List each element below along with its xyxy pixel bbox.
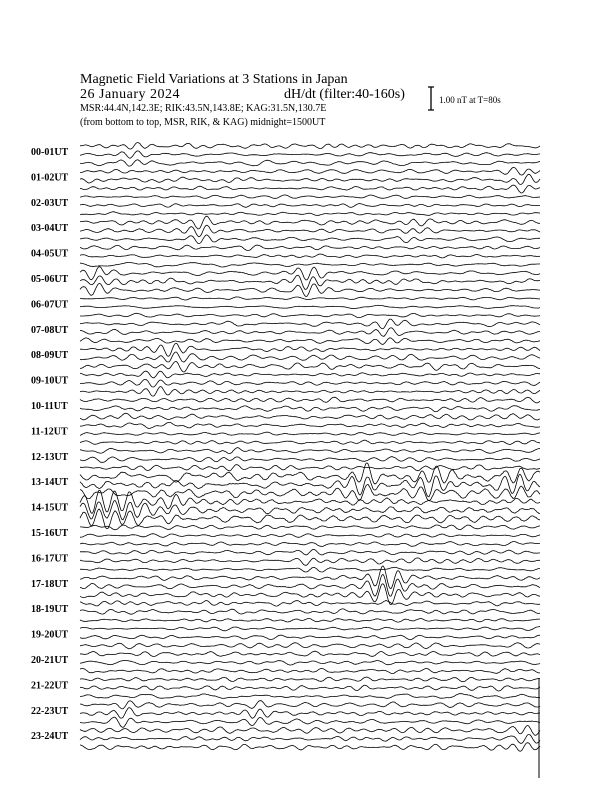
trace-msr xyxy=(80,463,540,484)
trace-msr xyxy=(80,549,540,555)
trace-msr xyxy=(80,167,540,175)
trace-kag xyxy=(80,212,540,216)
trace-msr xyxy=(80,601,540,607)
trace-kag xyxy=(80,619,540,623)
chart-title: Magnetic Field Variations at 3 Stations in Japan xyxy=(80,72,348,87)
trace-msr xyxy=(80,267,540,280)
hour-label: 08-09UT xyxy=(31,350,69,362)
hour-label: 15-16UT xyxy=(31,528,69,539)
hour-label: 04-05UT xyxy=(31,248,69,260)
scale-bar-label: 1.00 nT at T=80s xyxy=(439,95,501,105)
trace-kag xyxy=(80,717,540,727)
hour-label: 03-04UT xyxy=(31,223,69,235)
trace-msr xyxy=(80,371,540,378)
scale-bar xyxy=(428,87,434,110)
trace-msr xyxy=(80,245,540,251)
trace-rik xyxy=(80,225,540,237)
trace-kag xyxy=(80,361,540,372)
trace-msr xyxy=(80,677,540,682)
trace-kag xyxy=(80,668,540,673)
trace-rik xyxy=(80,254,540,258)
trace-kag xyxy=(80,542,540,547)
trace-kag xyxy=(80,694,540,699)
hour-label: 17-18UT xyxy=(31,578,69,590)
hour-label: 18-19UT xyxy=(31,604,69,616)
hour-label: 07-08UT xyxy=(31,324,69,336)
trace-rik xyxy=(80,432,540,435)
trace-msr xyxy=(80,525,540,530)
trace-rik xyxy=(80,204,540,208)
hour-label: 19-20UT xyxy=(31,629,69,641)
hour-label: 23-24UT xyxy=(31,731,69,743)
trace-msr xyxy=(80,343,540,356)
trace-kag xyxy=(80,743,540,752)
trace-kag xyxy=(80,284,540,297)
hour-label: 00-01UT xyxy=(31,147,69,158)
trace-kag xyxy=(80,313,540,317)
trace-rik xyxy=(80,609,540,614)
trace-msr xyxy=(80,195,540,199)
hour-labels xyxy=(31,147,69,742)
trace-kag xyxy=(80,387,540,396)
trace-kag xyxy=(80,465,540,471)
trace-msr xyxy=(80,627,540,631)
hour-label: 13-14UT xyxy=(31,477,69,489)
hour-label: 12-13UT xyxy=(31,451,69,463)
hour-label: 05-06UT xyxy=(31,274,69,285)
trace-kag xyxy=(80,262,540,267)
trace-rik xyxy=(80,406,540,412)
trace-kag xyxy=(80,440,540,444)
trace-rik xyxy=(80,635,540,640)
trace-kag xyxy=(80,413,540,420)
hour-label: 22-23UT xyxy=(31,705,69,717)
trace-kag xyxy=(80,484,540,500)
hour-label: 20-21UT xyxy=(31,655,69,666)
trace-msr xyxy=(80,726,540,736)
hour-label: 10-11UT xyxy=(31,401,68,412)
trace-kag xyxy=(80,235,540,244)
order-note: (from bottom to top, MSR, RIK, & KAG) midnight=1500UT xyxy=(80,117,326,128)
hour-label: 16-17UT xyxy=(31,553,69,565)
traces xyxy=(80,143,540,752)
trace-rik xyxy=(80,328,540,337)
trace-rik xyxy=(80,708,540,719)
trace-msr xyxy=(80,143,540,149)
trace-rik xyxy=(80,534,540,538)
quantity-label: dH/dt (filter:40-160s) xyxy=(284,87,405,102)
trace-msr xyxy=(80,297,540,300)
hour-label: 02-03UT xyxy=(31,197,69,209)
trace-rik xyxy=(80,174,540,184)
trace-msr xyxy=(80,319,540,329)
trace-rik xyxy=(80,457,540,463)
trace-msr xyxy=(80,216,540,229)
trace-msr xyxy=(80,397,540,403)
trace-kag xyxy=(80,567,540,572)
trace-rik xyxy=(80,275,540,289)
trace-rik xyxy=(80,352,540,362)
trace-rik xyxy=(80,558,540,565)
hour-label: 11-12UT xyxy=(31,426,68,438)
hour-label: 21-22UT xyxy=(31,680,69,692)
trace-kag xyxy=(80,185,540,193)
trace-kag xyxy=(80,160,540,166)
trace-kag xyxy=(80,643,540,649)
hour-label: 06-07UT xyxy=(31,299,69,311)
date-label: 26 January 2024 xyxy=(80,87,181,102)
trace-rik xyxy=(80,151,540,158)
trace-msr xyxy=(80,448,540,454)
trace-kag xyxy=(80,338,540,345)
stations-label: MSR:44.4N,142.3E; RIK:43.5N,143.8E; KAG:31.5N,130.7E xyxy=(80,103,327,114)
trace-msr xyxy=(80,423,540,429)
trace-rik xyxy=(80,660,540,665)
trace-rik xyxy=(80,735,540,744)
trace-rik xyxy=(80,685,540,691)
trace-rik xyxy=(80,305,540,308)
trace-msr xyxy=(80,701,540,709)
trace-rik xyxy=(80,379,540,387)
hour-label: 01-02UT xyxy=(31,172,69,184)
trace-msr xyxy=(80,651,540,656)
hour-label: 09-10UT xyxy=(31,375,69,387)
hour-label: 14-15UT xyxy=(31,502,69,514)
